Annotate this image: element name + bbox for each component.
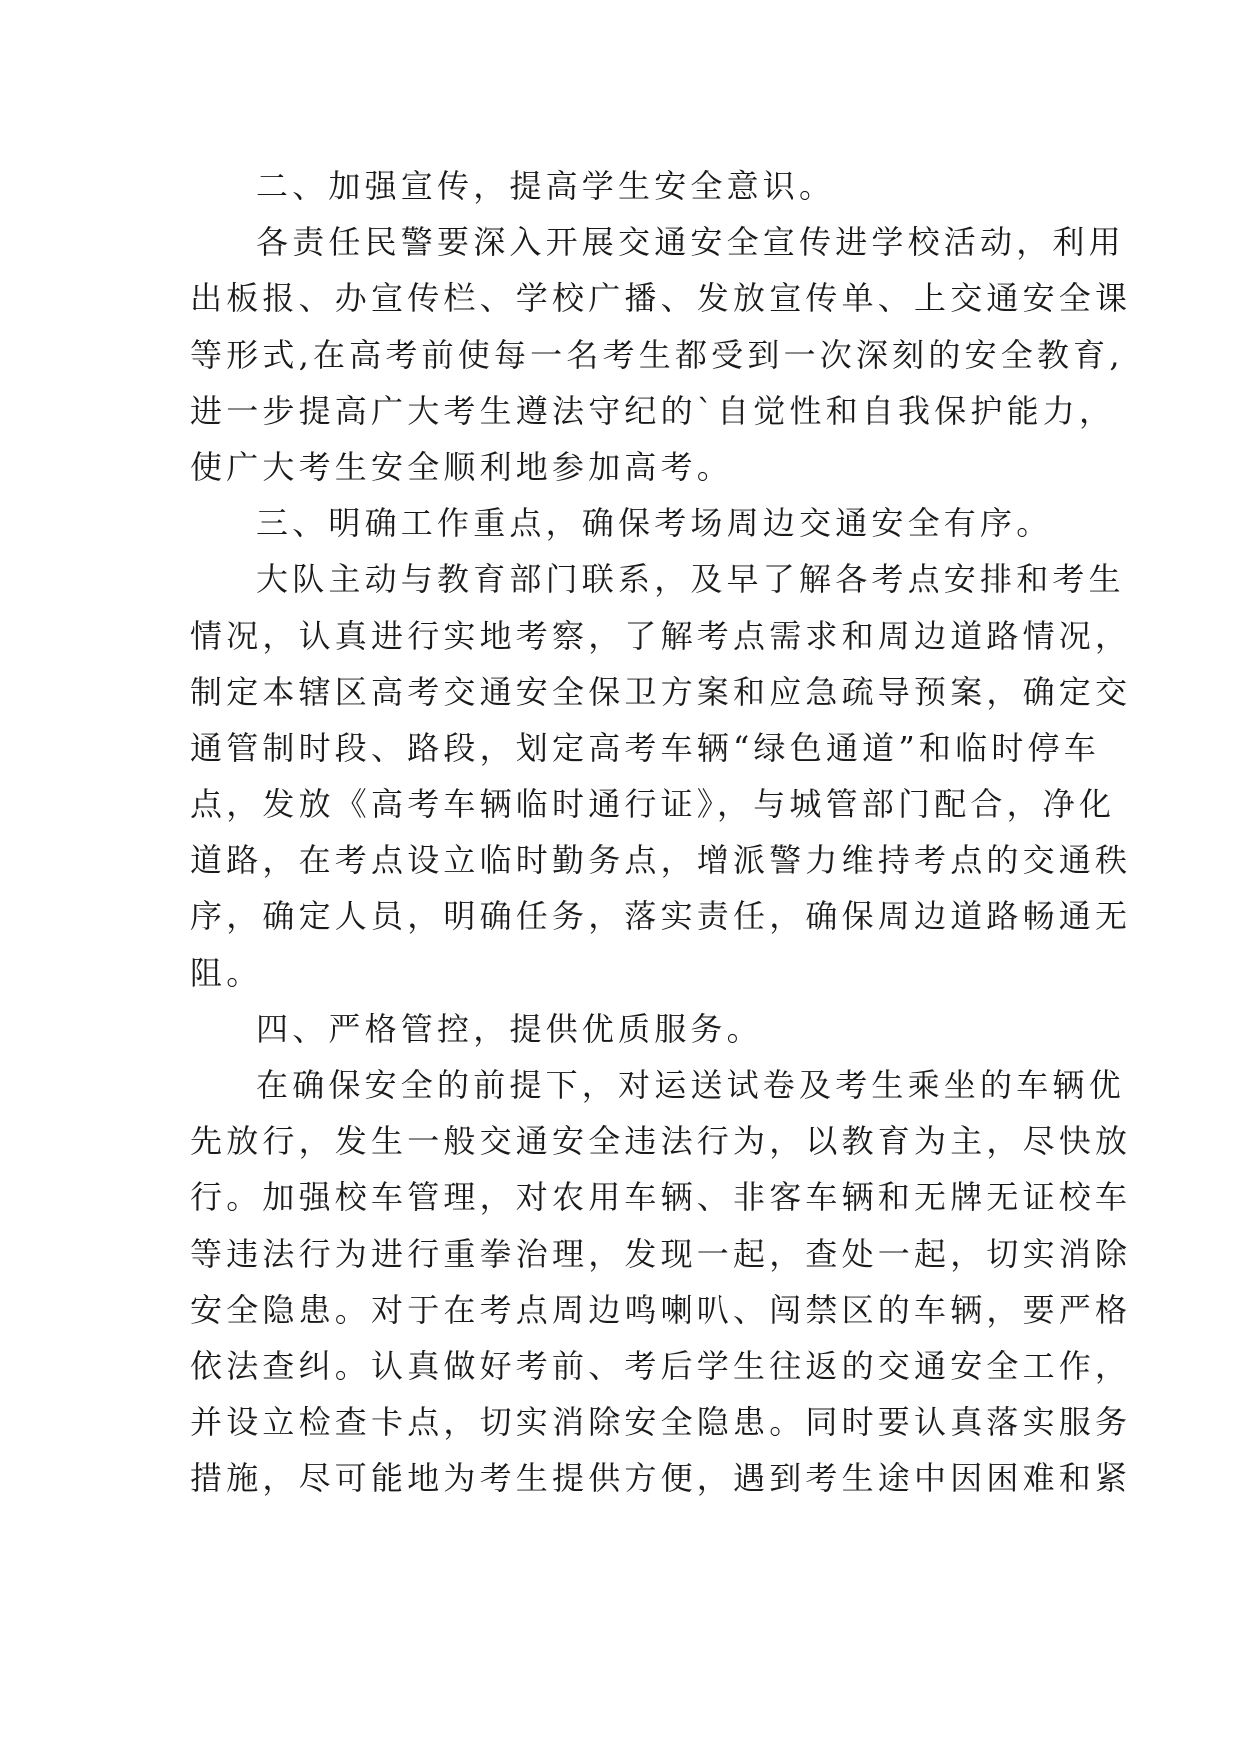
paragraph-line: 先放行，发生一般交通安全违法行为，以教育为主，尽快放	[190, 1122, 1132, 1161]
section-heading-4: 四、严格管控，提供优质服务。	[256, 1009, 763, 1048]
paragraph-line: 进一步提高广大考生遵法守纪的`自觉性和自我保护能力，	[190, 391, 1116, 430]
section-heading-3: 三、明确工作重点，确保考场周边交通安全有序。	[256, 504, 1053, 543]
paragraph-line: 等形式,在高考前使每一名考生都受到一次深刻的安全教育,	[190, 335, 1124, 374]
paragraph-line: 通管制时段、路段，划定高考车辆“绿色通道”和临时停车	[190, 728, 1100, 767]
section-heading-2: 二、加强宣传，提高学生安全意识。	[256, 167, 836, 205]
paragraph-line: 情况，认真进行实地考察，了解考点需求和周边道路情况，	[190, 616, 1132, 655]
paragraph-line: 各责任民警要深入开展交通安全宣传进学校活动，利用	[256, 223, 1125, 262]
paragraph-line: 阻。	[190, 953, 263, 992]
paragraph-line: 并设立检查卡点，切实消除安全隐患。同时要认真落实服务	[190, 1403, 1132, 1442]
paragraph-line: 道路，在考点设立临时勤务点，增派警力维持考点的交通秩	[190, 841, 1132, 880]
paragraph-line: 等违法行为进行重拳治理，发现一起，查处一起，切实消除	[190, 1234, 1132, 1273]
document-body	[190, 158, 1132, 1507]
paragraph-line: 大队主动与教育部门联系，及早了解各考点安排和考生	[256, 560, 1125, 599]
paragraph-line: 出板报、办宣传栏、学校广播、发放宣传单、上交通安全课	[190, 279, 1132, 318]
paragraph-line: 序，确定人员，明确任务，落实责任，确保周边道路畅通无	[190, 897, 1132, 936]
paragraph-line: 措施，尽可能地为考生提供方便，遇到考生途中因困难和紧	[190, 1459, 1132, 1498]
paragraph-line: 安全隐患。对于在考点周边鸣喇叭、闯禁区的车辆，要严格	[190, 1290, 1132, 1329]
paragraph-line: 行。加强校车管理，对农用车辆、非客车辆和无牌无证校车	[190, 1178, 1132, 1217]
paragraph-line: 依法查纠。认真做好考前、考后学生往返的交通安全工作，	[190, 1346, 1132, 1385]
paragraph-line: 制定本辖区高考交通安全保卫方案和应急疏导预案，确定交	[190, 672, 1132, 711]
paragraph-line: 点，发放《高考车辆临时通行证》，与城管部门配合，净化	[190, 785, 1116, 824]
paragraph-line: 使广大考生安全顺利地参加高考。	[190, 447, 734, 486]
paragraph-line: 在确保安全的前提下，对运送试卷及考生乘坐的车辆优	[256, 1066, 1125, 1104]
